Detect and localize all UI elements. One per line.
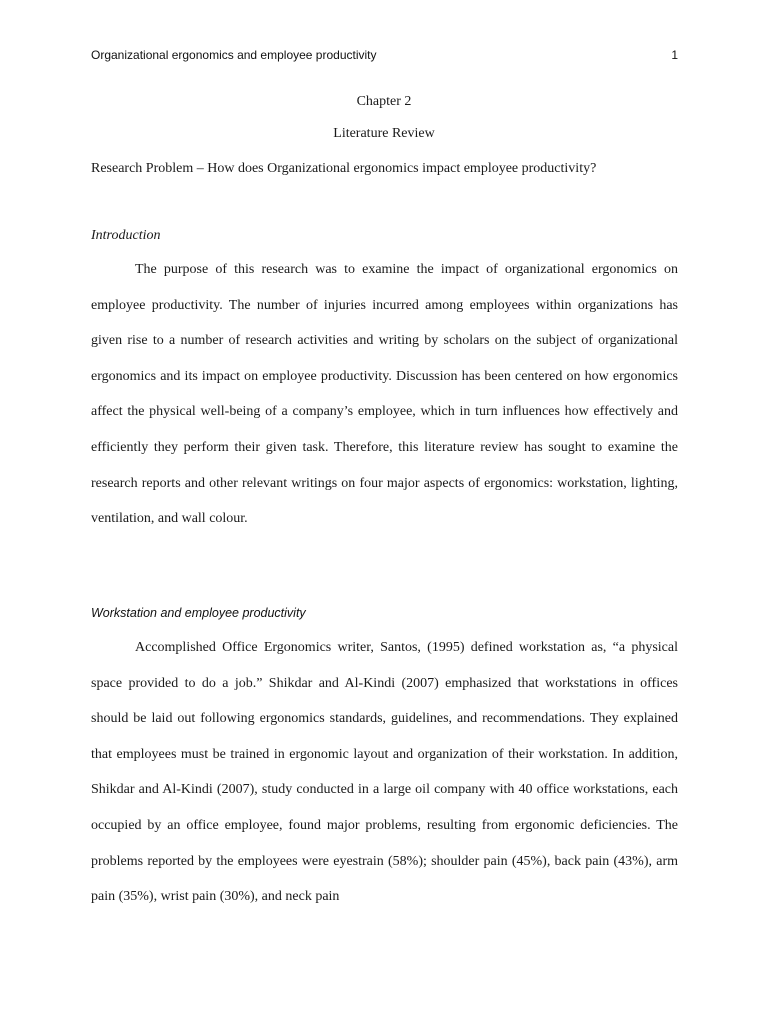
research-problem: Research Problem – How does Organizational ergonomics impact employee productivity? [91, 161, 597, 176]
workstation-heading: Workstation and employee productivity [91, 606, 306, 620]
chapter-label: Chapter 2 [356, 94, 412, 109]
page-number: 1 [671, 48, 678, 62]
running-head: Organizational ergonomics and employee productivity [91, 48, 377, 62]
chapter-title: Literature Review [333, 126, 435, 141]
introduction-paragraph: The purpose of this research was to examine the impact of organizational ergonomics on employee productivity. The number of injuries incurred among employees within organizations has given rise to a number of research activities and writing by scholars on the subject of organizational ergonomics and its impact on employee productivity. Discussion has been centered on how ergonomics affect the physical well-being of a company’s employee, which in turn influences how effectively and efficiently they perform their given task. Therefore, this literature review has sought to examine the research reports and other relevant writings on four major aspects of ergonomics: workstation, lighting, ventilation, and wall colour. [91, 262, 678, 527]
workstation-paragraph: Accomplished Office Ergonomics writer, Santos, (1995) defined workstation as, “a physical space provided to do a job.” Shikdar and Al-Kindi (2007) emphasized that workstations in offices should be laid out following ergonomics standards, guidelines, and recommendations. They explained that employees must be trained in ergonomic layout and organization of their workstation. In addition, Shikdar and Al-Kindi (2007), study conducted in a large oil company with 40 office workstations, each occupied by an office employee, found major problems, resulting from ergonomic deficiencies. The problems reported by the employees were eyestrain (58%); shoulder pain (45%), back pain (43%), arm pain (35%), wrist pain (30%), and neck pain [91, 640, 678, 905]
introduction-heading: Introduction [91, 228, 161, 243]
